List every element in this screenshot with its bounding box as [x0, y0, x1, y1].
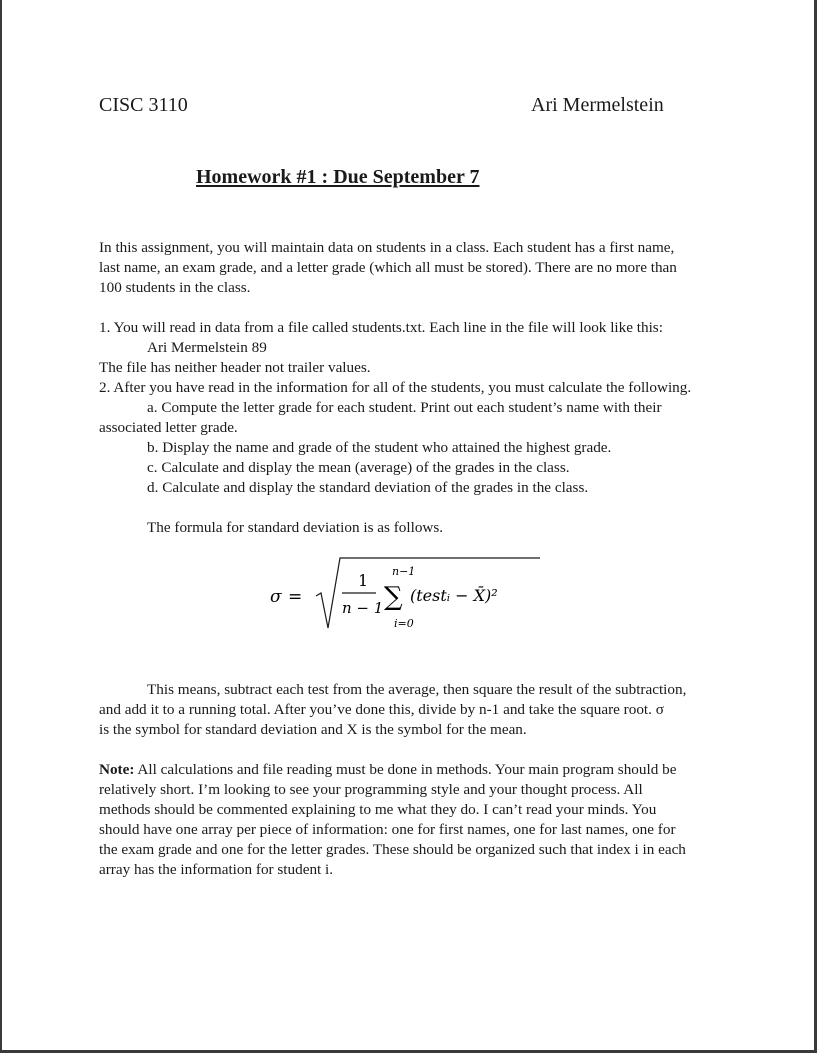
formula-numerator: 1: [358, 571, 369, 590]
item-1-example: Ari Mermelstein 89: [147, 339, 267, 356]
note-label: Note:: [99, 761, 135, 778]
formula-equals: =: [288, 587, 303, 607]
note-first-line: [99, 760, 686, 780]
page-title: Homework #1 : Due September 7: [196, 166, 480, 188]
item-2: 2. After you have read in the information for all of the students, you must calculate the following.: [99, 379, 692, 396]
item-2c: c. Calculate and display the mean (average) of the grades in the class.: [147, 459, 570, 476]
item-2d: d. Calculate and display the standard deviation of the grades in the class.: [147, 479, 589, 496]
intro-line: last name, an exam grade, and a letter grade (which all must be stored). There are no more than: [99, 259, 677, 276]
item-2a: a. Compute the letter grade for each student. Print out each student’s name with their: [147, 399, 662, 416]
formula-term: (testᵢ − X̄)²: [410, 586, 498, 605]
author-name: Ari Mermelstein: [531, 94, 664, 116]
explanation-line: is the symbol for standard deviation and X is the symbol for the mean.: [99, 721, 527, 738]
intro-line: In this assignment, you will maintain data on students in a class. Each student has a first name,: [99, 239, 675, 256]
sum-lower-limit: i=0: [394, 617, 414, 630]
item-1-note: The file has neither header not trailer values.: [99, 359, 371, 376]
course-code: CISC 3110: [99, 94, 188, 116]
sum-symbol: ∑: [384, 582, 403, 612]
item-2b: b. Display the name and grade of the student who attained the highest grade.: [147, 439, 612, 456]
formula-denominator: n − 1: [342, 599, 384, 617]
sum-upper-limit: n−1: [392, 565, 416, 578]
note-text: All calculations and file reading must be done in methods. Your main program should be: [134, 761, 677, 778]
note-line: should have one array per piece of information: one for first names, one for last names, one for: [99, 821, 676, 838]
intro-paragraph: [99, 238, 739, 298]
note-line: the exam grade and one for the letter grades. These should be organized such that index i in each: [99, 841, 686, 858]
note-line: array has the information for student i.: [99, 861, 334, 878]
note-paragraph: [99, 760, 686, 880]
formula-sigma: σ: [270, 587, 282, 607]
formula-intro: The formula for standard deviation is as follows.: [147, 519, 444, 536]
note-line: methods should be commented explaining to me what they do. I can’t read your minds. You: [99, 801, 657, 818]
intro-line: 100 students in the class.: [99, 279, 251, 296]
explanation-line: This means, subtract each test from the average, then square the result of the subtraction,: [147, 681, 687, 698]
std-dev-formula: [270, 556, 550, 632]
note-line: relatively short. I’m looking to see your programming style and your thought process. All: [99, 781, 643, 798]
item-2a-continued: associated letter grade.: [99, 419, 238, 436]
explanation-line: and add it to a running total. After you’ve done this, divide by n-1 and take the square root. σ: [99, 701, 664, 718]
item-1: 1. You will read in data from a file called students.txt. Each line in the file will look like this:: [99, 319, 663, 336]
